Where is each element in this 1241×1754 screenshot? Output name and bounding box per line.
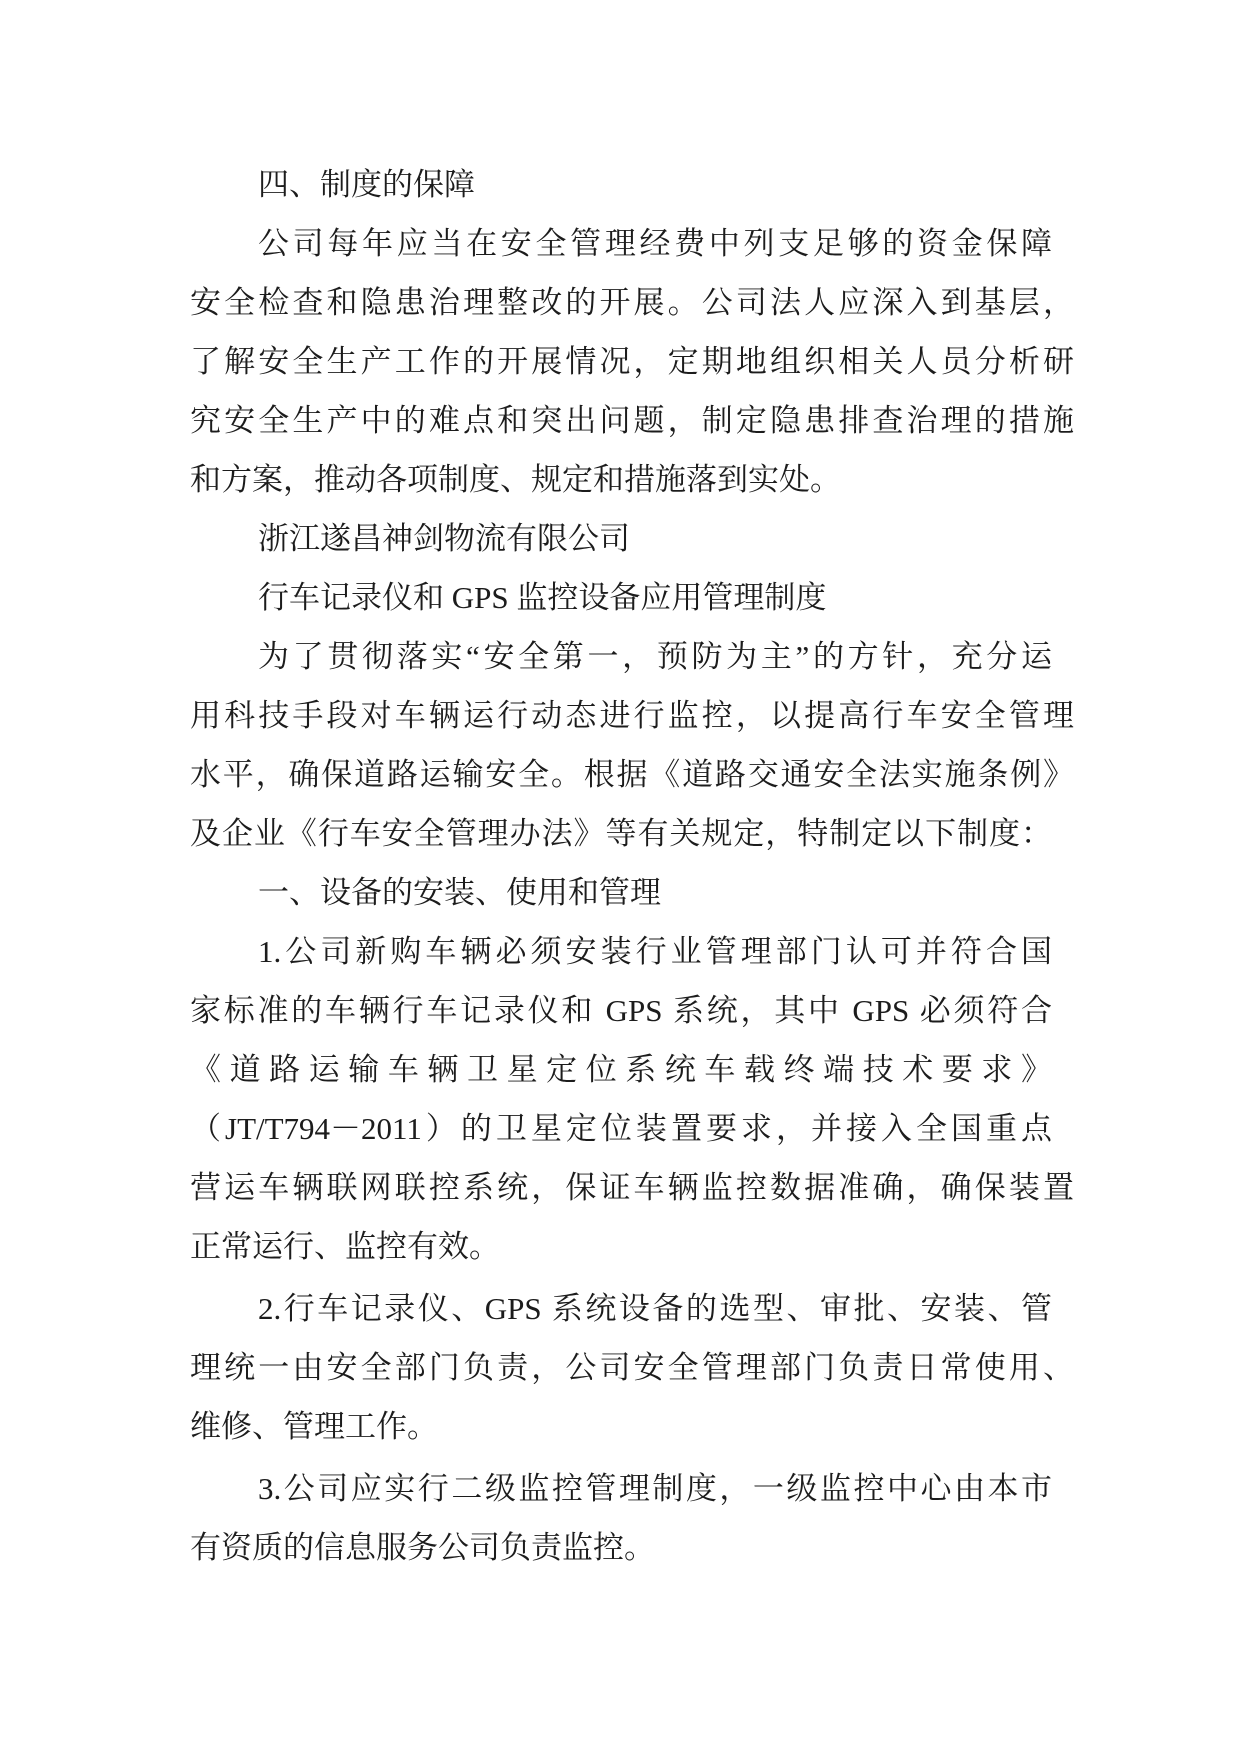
company-name bbox=[190, 509, 1074, 568]
text-line: 水平，确保道路运输安全。根据《道路交通安全法实施条例》 bbox=[190, 757, 1074, 792]
text-line: 理统一由安全部门负责，公司安全管理部门负责日常使用、 bbox=[190, 1350, 1074, 1385]
text-line: 公司每年应当在安全管理经费中列支足够的资金保障 bbox=[258, 226, 1052, 261]
text-line: 浙江遂昌神剑物流有限公司 bbox=[258, 521, 630, 556]
text-line: 《道路运输车辆卫星定位系统车载终端技术要求》 bbox=[190, 1052, 1052, 1087]
text-line: （JT/T794－2011）的卫星定位装置要求，并接入全国重点 bbox=[190, 1111, 1052, 1146]
paragraph bbox=[190, 214, 1074, 509]
paragraph bbox=[190, 1459, 1074, 1577]
text-line: 3.公司应实行二级监控管理制度，一级监控中心由本市 bbox=[258, 1471, 1052, 1506]
section-heading bbox=[190, 863, 1074, 922]
text-line: 一、设备的安装、使用和管理 bbox=[258, 875, 661, 910]
text-line: 了解安全生产工作的开展情况，定期地组织相关人员分析研 bbox=[190, 344, 1074, 379]
document-body bbox=[190, 155, 1074, 1577]
text-line: 行车记录仪和 GPS 监控设备应用管理制度 bbox=[258, 580, 827, 615]
text-line: 安全检查和隐患治理整改的开展。公司法人应深入到基层， bbox=[190, 285, 1074, 320]
document-title bbox=[190, 568, 1074, 627]
text-line: 为了贯彻落实“安全第一，预防为主”的方针，充分运 bbox=[258, 639, 1052, 674]
text-line: 和方案，推动各项制度、规定和措施落到实处。 bbox=[190, 462, 841, 497]
paragraph bbox=[190, 922, 1074, 1276]
section-heading bbox=[190, 155, 1074, 214]
text-line: 2.行车记录仪、GPS 系统设备的选型、审批、安装、管 bbox=[258, 1291, 1052, 1326]
text-line: 维修、管理工作。 bbox=[190, 1409, 438, 1444]
paragraph bbox=[190, 1279, 1074, 1456]
text-line: 家标准的车辆行车记录仪和 GPS 系统，其中 GPS 必须符合 bbox=[190, 993, 1052, 1028]
text-line: 营运车辆联网联控系统，保证车辆监控数据准确，确保装置 bbox=[190, 1170, 1074, 1205]
paragraph bbox=[190, 627, 1074, 863]
text-line: 有资质的信息服务公司负责监控。 bbox=[190, 1530, 655, 1565]
text-line: 究安全生产中的难点和突出问题，制定隐患排查治理的措施 bbox=[190, 403, 1074, 438]
text-line: 用科技手段对车辆运行动态进行监控，以提高行车安全管理 bbox=[190, 698, 1074, 733]
text-line: 及企业《行车安全管理办法》等有关规定，特制定以下制度： bbox=[190, 816, 1052, 851]
text-line: 正常运行、监控有效。 bbox=[190, 1229, 500, 1264]
text-line: 四、制度的保障 bbox=[258, 167, 475, 202]
text-line: 1.公司新购车辆必须安装行业管理部门认可并符合国 bbox=[258, 934, 1052, 969]
